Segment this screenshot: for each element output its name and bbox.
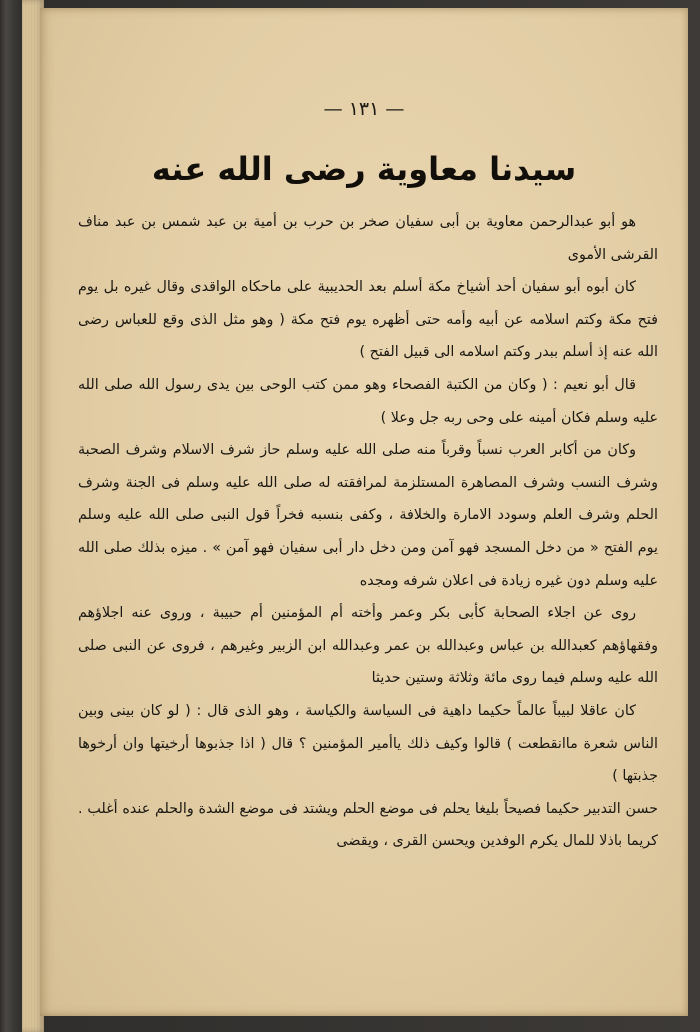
- paragraph-2: كان أبوه أبو سفيان أحد أشياخ مكة أسلم بعد الحديبية على ماحكاه الواقدى وقال غيره بل يوم فتح مكة وكتم اسلامه عن أبيه وأمه حتى أظهره يوم فتح مكة ( وهو مثل الذى وقع للعباس رضى الله عنه إذ أسلم ببدر وكتم اسلامه الى قبيل الفتح ): [78, 279, 658, 361]
- book-page: [40, 8, 688, 1016]
- paragraph-4: وكان من أكابر العرب نسباً وقرباً منه صلى الله عليه وسلم حاز شرف الاسلام وشرف الصحبة وشرف النسب وشرف المصاهرة المستلزمة لمرافقته له صلى الله عليه وسلم فى الجنة وشرف الحلم وشرف العلم وسودد الامارة والخلافة ، وكفى بنسبه فخراً قول النبى صلى الله عليه وسلم يوم الفتح « من دخل المسجد فهو آمن ومن دخل دار أبى سفيان فهو آمن » . ميزه بذلك صلى الله عليه وسلم دون غيره زيادة فى اعلان شرفه ومجده: [78, 442, 658, 589]
- paragraph-5: روى عن اجلاء الصحابة كأبى بكر وعمر وأخته أم المؤمنين أم حبيبة ، وروى عنه اجلاؤهم وفقهاؤهم كعبدالله بن عباس وعبدالله بن عمر وعبدالله ابن الزبير وغيرهم ، فروى عن النبى صلى الله عليه وسلم فيما روى مائة وثلاثة وستين حديثا: [78, 605, 658, 687]
- page-number: — ١٣١ —: [323, 98, 405, 120]
- page-title: سيدنا معاوية رضى الله عنه: [151, 150, 577, 188]
- paragraph-6: كان عاقلا لبيباً عالماً حكيما داهية فى السياسة والكياسة ، وهو الذى قال : ( لو كان بينى وبين الناس شعرة ماانقطعت ) قالوا وكيف ذلك ياأمير المؤمنين ؟ قال ( اذا جذبوها أرخيتها وان أرخوها جذبتها ): [78, 702, 658, 785]
- paragraph-3: قال أبو نعيم : ( وكان من الكتبة الفصحاء وهو ممن كتب الوحى بين يدى رسول الله صلى الله عليه وسلم فكان أمينه على وحى ربه جل وعلا ): [78, 376, 658, 426]
- paragraph-1: هو أبو عبدالرحمن معاوية بن أبى سفيان صخر بن حرب بن أمية بن عبد شمس بن عبد مناف القرشى الأموى: [78, 214, 658, 263]
- body-text: [78, 206, 658, 858]
- paragraph-7: حسن التدبير حكيما فصيحاً بليغا يحلم فى موضع الحلم ويشتد فى موضع الشدة والحلم عنده أغلب . كريما باذلا للمال يكرم الوفدين ويحسن القرى ، ويقضى: [78, 800, 658, 850]
